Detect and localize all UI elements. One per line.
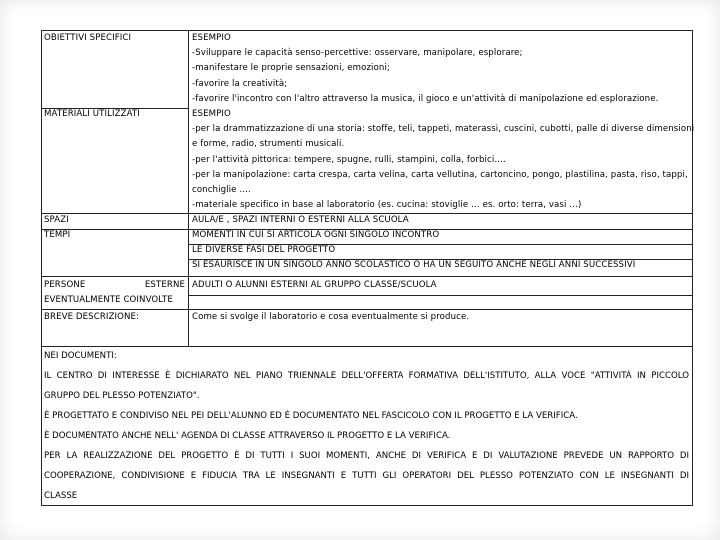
- row-divider: [188, 295, 693, 296]
- documents-line: GRUPPO DEL PLESSO POTENZIATO".: [44, 391, 200, 401]
- spazi-content: AULA/E , SPAZI INTERNI O ESTERNI ALLA SCUOLA: [192, 215, 409, 225]
- label-obiettivi-specifici: OBIETTIVI SPECIFICI: [44, 33, 132, 43]
- row-divider: [41, 276, 693, 277]
- column-divider: [188, 30, 189, 347]
- documents-line: È PROGETTATO E CONDIVISO NEL PEI DELL'ALUNNO ED È DOCUMENTATO NEL FASCICOLO CON IL PROGETTO E LA VERIFICA.: [44, 411, 578, 421]
- label-word: ESTERNE: [144, 280, 185, 290]
- documents-line: È DOCUMENTATO ANCHE NELL' AGENDA DI CLASSE ATTRAVERSO IL PROGETTO E LA VERIFICA.: [44, 431, 451, 441]
- label-persone-esterne: [44, 278, 185, 308]
- documents-heading: NEI DOCUMENTI:: [44, 351, 117, 361]
- text-line: e forme, radio, strumenti musicali.: [192, 139, 345, 150]
- label-tempi: TEMPI: [44, 230, 71, 240]
- documents-line: IL CENTRO DI INTERESSE È DICHIARATO NEL PIANO TRIENNALE DELL'OFFERTA FORMATIVA DELL'ISTITUTO, ALLA VOCE "ATTIVITÀ IN PICCOLO: [44, 371, 689, 381]
- text-line: -per la manipolazione: carta crespa, carta velina, carta vellutina, cartoncino, pongo, plastilina, pasta, riso, tappi,: [192, 169, 688, 180]
- text-line: -favorire la creatività;: [192, 78, 288, 89]
- label-word: PERSONE: [44, 280, 86, 290]
- text-line: SI ESAURISCE IN UN SINGOLO ANNO SCOLASTICO O HA UN SEGUITO ANCHE NEGLI ANNI SUCCESSIVI: [192, 260, 636, 271]
- text-line: -favorire l'incontro con l'altro attraverso la musica, il gioco e un'attività di manipolazione ed esplorazione.: [192, 93, 659, 104]
- label-materiali-utilizzati: MATERIALI UTILIZZATI: [44, 109, 140, 119]
- text-line: -materiale specifico in base al laboratorio (es. cucina: stoviglie … es. orto: terra, vasi …): [192, 200, 582, 211]
- text-line: ESEMPIO: [192, 109, 231, 119]
- tempi-content: [192, 228, 635, 274]
- text-line: -Sviluppare le capacità senso-percettive: osservare, manipolare, esplorare;: [192, 48, 523, 59]
- descrizione-content: Come si svolge il laboratorio e cosa eventualmente si produce.: [192, 312, 470, 322]
- documents-line: COOPERAZIONE, CONDIVISIONE E FIDUCIA TRA LE INSEGNANTI E TUTTI GLI OPERATORI DEL PLESSO POTENZIATO CON LE INSEGNANTI DI: [44, 471, 689, 481]
- text-line: -per la drammatizzazione di una storia: stoffe, teli, tappeti, materassi, cuscini, cubotti, palle di diverse dimensioni: [192, 124, 695, 135]
- persone-content: ADULTI O ALUNNI ESTERNI AL GRUPPO CLASSE/SCUOLA: [192, 280, 437, 290]
- row-divider: [41, 346, 693, 347]
- text-line: conchiglie ….: [192, 185, 251, 196]
- label-spazi: SPAZI: [44, 215, 69, 225]
- text-line: -per l'attività pittorica: tempere, spugne, rulli, stampini, colla, forbici….: [192, 154, 506, 165]
- text-line: MOMENTI IN CUI SI ARTICOLA OGNI SINGOLO INCONTRO: [192, 230, 440, 240]
- text-line: LE DIVERSE FASI DEL PROGETTO: [192, 245, 336, 256]
- label-breve-descrizione: BREVE DESCRIZIONE:: [44, 312, 140, 322]
- obiettivi-content: [192, 31, 658, 107]
- label-line: EVENTUALMENTE COINVOLTE: [44, 295, 173, 306]
- documents-line: CLASSE: [44, 491, 78, 501]
- text-line: ESEMPIO: [192, 33, 231, 43]
- materiali-content: [192, 107, 694, 213]
- label-line: [44, 278, 185, 293]
- text-line: -manifestare le proprie sensazioni, emozioni;: [192, 63, 390, 74]
- documents-line: PER LA REALIZZAZIONE DEL PROGETTO È DI TUTTI I SUOI MOMENTI, ANCHE DI VERIFICA E DI VALUTAZIONE PREVEDE UN RAPPORTO DI: [44, 451, 689, 461]
